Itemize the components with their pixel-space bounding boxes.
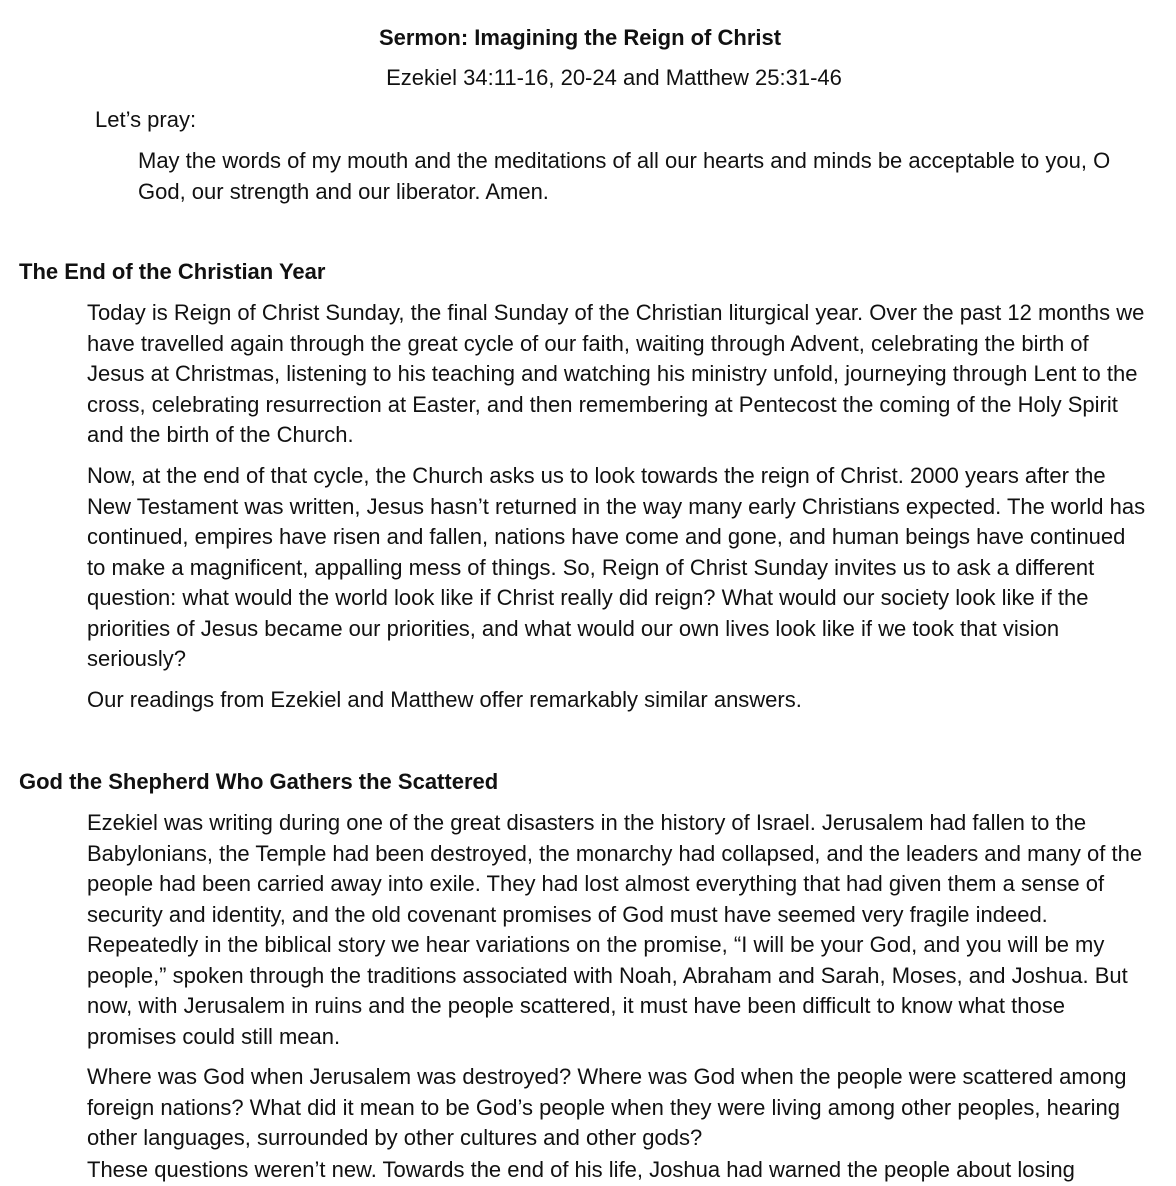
sermon-title: Sermon: Imagining the Reign of Christ — [378, 25, 782, 50]
paragraph: Ezekiel was writing during one of the great disasters in the history of Israel. Jerusalem had fallen to the Babylonians, the Temple had been destroyed, the monarchy had collapsed, and the leaders and many of the people had been carried away into exile. They had lost almost everything that had given them a sense of security and identity, and the old covenant promises of God must have seemed very fragile indeed. Repeatedly in the biblical story we hear variations on the promise, “I will be your God, and you will be my people,” spoken through the traditions associated with Noah, Abraham and Sarah, Moses, and Joshua. But now, with Jerusalem in ruins and the people scattered, it must have been difficult to know what those promises could still mean. — [87, 810, 1143, 1049]
paragraph: Now, at the end of that cycle, the Church asks us to look towards the reign of Christ. 2000 years after the New Testament was written, Jesus hasn’t returned in the way many early Christians expected. The world has continued, empires have risen and fallen, nations have come and gone, and human beings have continued to make a magnificent, appalling mess of things. So, Reign of Christ Sunday invites us to ask a different question: what would the world look like if Christ really did reign? What would our society look like if the priorities of Jesus became our priorities, and what would our own lives look like if we took that vision seriously? — [87, 463, 1146, 671]
prayer-intro: Let’s pray: — [95, 107, 197, 132]
paragraph: These questions weren’t new. Towards the end of his life, Joshua had warned the people about losing — [87, 1157, 1075, 1182]
scripture-reference: Ezekiel 34:11-16, 20-24 and Matthew 25:31-46 — [386, 65, 842, 90]
paragraph: Today is Reign of Christ Sunday, the final Sunday of the Christian liturgical year. Over the past 12 months we have travelled again through the great cycle of our faith, waiting through Advent, celebrating the birth of Jesus at Christmas, listening to his teaching and watching his ministry unfold, journeying through Lent to the cross, celebrating resurrection at Easter, and then remembering at Pentecost the coming of the Holy Spirit and the birth of the Church. — [87, 300, 1145, 447]
section-heading-end-of-year: The End of the Christian Year — [19, 259, 326, 284]
opening-prayer: May the words of my mouth and the meditations of all our hearts and minds be acceptable to you, O God, our strength and our liberator. Amen. — [138, 148, 1111, 204]
paragraph: Our readings from Ezekiel and Matthew offer remarkably similar answers. — [87, 687, 802, 712]
paragraph: Where was God when Jerusalem was destroyed? Where was God when the people were scattered among foreign nations? What did it mean to be God’s people when they were living among other peoples, hearing other languages, surrounded by other cultures and other gods? — [87, 1064, 1127, 1150]
section-heading-god-the-shepherd: God the Shepherd Who Gathers the Scattered — [19, 769, 499, 794]
